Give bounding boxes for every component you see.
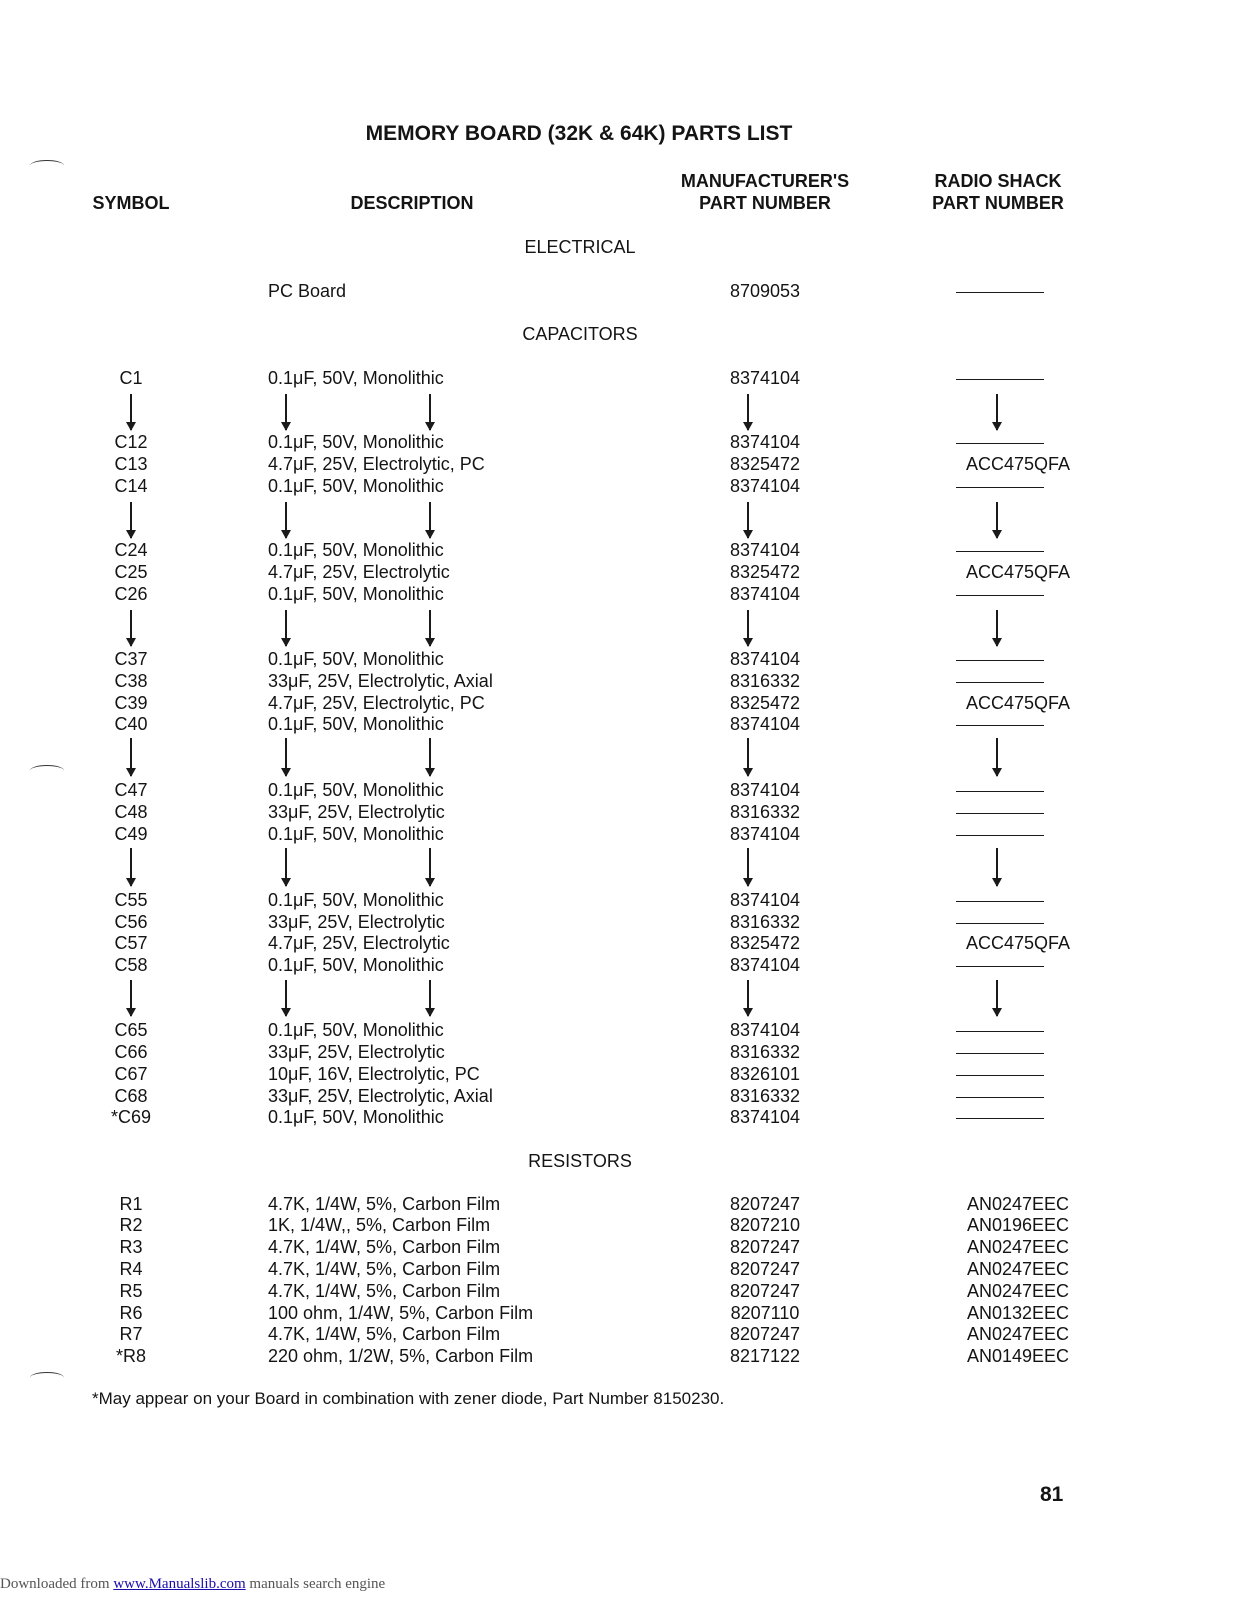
part-description: 0.1μF, 50V, Monolithic [268,955,444,975]
radio-shack-part-number: AN0247EEC [966,1259,1070,1279]
part-description: 100 ohm, 1/4W, 5%, Carbon Film [268,1303,534,1323]
part-description: 0.1μF, 50V, Monolithic [268,584,444,604]
no-part-dash [956,1031,1044,1032]
part-symbol: C1 [119,368,143,388]
part-symbol: C48 [114,802,148,822]
no-part-dash [956,1053,1044,1054]
mfr-part-number: 8316332 [729,802,801,822]
part-symbol: C38 [114,671,148,691]
mfr-part-number: 8709053 [729,281,801,301]
continuation-arrow [285,502,287,538]
continuation-arrow [130,610,132,646]
header-rs-line1: RADIO SHACK [934,171,1062,191]
part-symbol: C65 [114,1020,148,1040]
part-symbol: R4 [119,1259,143,1279]
part-description: 0.1μF, 50V, Monolithic [268,824,444,844]
mfr-part-number: 8207247 [729,1194,801,1214]
radio-shack-part-number: AN0247EEC [966,1237,1070,1257]
no-part-dash [956,660,1044,661]
part-description: 4.7K, 1/4W, 5%, Carbon Film [268,1259,501,1279]
part-symbol: C39 [114,693,148,713]
part-symbol: C12 [114,432,148,452]
header-description: DESCRIPTION [350,193,474,213]
continuation-arrow [747,848,749,886]
part-symbol: C55 [114,890,148,910]
continuation-arrow [285,610,287,646]
part-symbol: C47 [114,780,148,800]
continuation-arrow [747,980,749,1016]
continuation-arrow [285,980,287,1016]
part-description: 0.1μF, 50V, Monolithic [268,780,444,800]
part-description: 0.1μF, 50V, Monolithic [268,649,444,669]
header-mfr-line2: PART NUMBER [699,193,831,213]
no-part-dash [956,551,1044,552]
part-description: 4.7K, 1/4W, 5%, Carbon Film [268,1324,501,1344]
mfr-part-number: 8374104 [729,824,801,844]
part-symbol: C13 [114,454,148,474]
no-part-dash [956,1097,1044,1098]
section-electrical: ELECTRICAL [524,237,636,257]
continuation-arrow [996,610,998,646]
part-symbol: R7 [119,1324,143,1344]
page-title: MEMORY BOARD (32K & 64K) PARTS LIST [365,122,793,145]
part-description: 1K, 1/4W,, 5%, Carbon Film [268,1215,491,1235]
no-part-dash [956,791,1044,792]
part-description: 4.7μF, 25V, Electrolytic, PC [268,454,485,474]
no-part-dash [956,379,1044,380]
radio-shack-part-number: AN0247EEC [966,1281,1070,1301]
continuation-arrow [429,848,431,886]
mfr-part-number: 8207247 [729,1237,801,1257]
continuation-arrow [429,610,431,646]
part-symbol: C14 [114,476,148,496]
no-part-dash [956,901,1044,902]
no-part-dash [956,725,1044,726]
part-description: 33μF, 25V, Electrolytic [268,802,445,822]
no-part-dash [956,966,1044,967]
header-mfr-line1: MANUFACTURER'S [680,171,850,191]
part-description: 33μF, 25V, Electrolytic [268,1042,445,1062]
no-part-dash [956,292,1044,293]
radio-shack-part-number: AN0132EEC [966,1303,1070,1323]
part-symbol: C58 [114,955,148,975]
mfr-part-number: 8316332 [729,1042,801,1062]
mfr-part-number: 8217122 [729,1346,801,1366]
continuation-arrow [130,502,132,538]
part-description: 10μF, 16V, Electrolytic, PC [268,1064,480,1084]
mfr-part-number: 8374104 [729,1107,801,1127]
continuation-arrow [130,394,132,430]
no-part-dash [956,813,1044,814]
mfr-part-number: 8374104 [729,890,801,910]
mfr-part-number: 8374104 [729,780,801,800]
continuation-arrow [996,980,998,1016]
mfr-part-number: 8374104 [729,368,801,388]
part-symbol: R1 [119,1194,143,1214]
continuation-arrow [747,610,749,646]
part-symbol: C25 [114,562,148,582]
download-footer [0,1576,385,1593]
radio-shack-part-number: AN0247EEC [966,1324,1070,1344]
part-symbol: C26 [114,584,148,604]
part-description: 0.1μF, 50V, Monolithic [268,432,444,452]
continuation-arrow [285,738,287,776]
continuation-arrow [429,502,431,538]
radio-shack-part-number: AN0247EEC [966,1194,1070,1214]
part-description: 4.7K, 1/4W, 5%, Carbon Film [268,1194,501,1214]
mfr-part-number: 8374104 [729,1020,801,1040]
continuation-arrow [429,394,431,430]
download-suffix: manuals search engine [245,1576,386,1592]
radio-shack-part-number: ACC475QFA [965,562,1071,582]
continuation-arrow [429,980,431,1016]
download-prefix: Downloaded from [0,1576,114,1592]
mfr-part-number: 8374104 [729,476,801,496]
mfr-part-number: 8374104 [729,714,801,734]
mfr-part-number: 8374104 [729,649,801,669]
no-part-dash [956,443,1044,444]
mfr-part-number: 8207210 [729,1215,801,1235]
no-part-dash [956,682,1044,683]
part-description: 0.1μF, 50V, Monolithic [268,890,444,910]
no-part-dash [956,1118,1044,1119]
no-part-dash [956,487,1044,488]
no-part-dash [956,1075,1044,1076]
continuation-arrow [429,738,431,776]
part-symbol: *R8 [115,1346,147,1366]
margin-mark [30,765,64,776]
part-description: 0.1μF, 50V, Monolithic [268,540,444,560]
mfr-part-number: 8207110 [730,1303,800,1323]
part-description: 33μF, 25V, Electrolytic [268,912,445,932]
part-description: 220 ohm, 1/2W, 5%, Carbon Film [268,1346,534,1366]
part-description: 4.7μF, 25V, Electrolytic [268,933,450,953]
mfr-part-number: 8374104 [729,955,801,975]
mfr-part-number: 8326101 [729,1064,801,1084]
continuation-arrow [747,738,749,776]
page-number: 81 [1040,1483,1064,1506]
part-description: 33μF, 25V, Electrolytic, Axial [268,1086,493,1106]
mfr-part-number: 8207247 [729,1259,801,1279]
radio-shack-part-number: ACC475QFA [965,693,1071,713]
section-capacitors: CAPACITORS [522,324,638,344]
part-description: 33μF, 25V, Electrolytic, Axial [268,671,493,691]
part-description: 0.1μF, 50V, Monolithic [268,368,444,388]
radio-shack-part-number: AN0149EEC [966,1346,1070,1366]
mfr-part-number: 8325472 [729,454,801,474]
part-symbol: R2 [119,1215,143,1235]
margin-mark [30,160,64,171]
part-symbol: C49 [114,824,148,844]
header-rs-line2: PART NUMBER [932,193,1064,213]
radio-shack-part-number: AN0196EEC [966,1215,1070,1235]
continuation-arrow [747,394,749,430]
header-symbol: SYMBOL [92,193,170,213]
part-description: 0.1μF, 50V, Monolithic [268,1107,444,1127]
mfr-part-number: 8316332 [729,1086,801,1106]
part-symbol: C56 [114,912,148,932]
part-description: 0.1μF, 50V, Monolithic [268,476,444,496]
mfr-part-number: 8316332 [729,912,801,932]
part-symbol: C57 [114,933,148,953]
mfr-part-number: 8374104 [729,584,801,604]
continuation-arrow [130,738,132,776]
part-symbol: C24 [114,540,148,560]
mfr-part-number: 8325472 [729,933,801,953]
mfr-part-number: 8325472 [729,562,801,582]
continuation-arrow [996,738,998,776]
part-description: 4.7K, 1/4W, 5%, Carbon Film [268,1237,501,1257]
continuation-arrow [747,502,749,538]
continuation-arrow [996,394,998,430]
footnote: *May appear on your Board in combination with zener diode, Part Number 8150230. [92,1389,725,1408]
part-description: 0.1μF, 50V, Monolithic [268,1020,444,1040]
part-description: 4.7μF, 25V, Electrolytic [268,562,450,582]
continuation-arrow [996,502,998,538]
no-part-dash [956,835,1044,836]
continuation-arrow [130,848,132,886]
continuation-arrow [130,980,132,1016]
manualslib-link[interactable]: www.Manualslib.com [113,1576,246,1592]
part-description: 0.1μF, 50V, Monolithic [268,714,444,734]
part-symbol: R5 [119,1281,143,1301]
part-description: 4.7μF, 25V, Electrolytic, PC [268,693,485,713]
mfr-part-number: 8207247 [729,1324,801,1344]
margin-mark [30,1372,64,1383]
part-symbol: R6 [119,1303,143,1323]
mfr-part-number: 8325472 [729,693,801,713]
part-symbol: *C69 [110,1107,152,1127]
continuation-arrow [285,394,287,430]
part-symbol: R3 [119,1237,143,1257]
mfr-part-number: 8207247 [729,1281,801,1301]
part-description: 4.7K, 1/4W, 5%, Carbon Film [268,1281,501,1301]
mfr-part-number: 8374104 [729,540,801,560]
part-symbol: C67 [114,1064,148,1084]
continuation-arrow [285,848,287,886]
section-resistors: RESISTORS [528,1151,632,1171]
continuation-arrow [996,848,998,886]
part-symbol: C40 [114,714,148,734]
no-part-dash [956,595,1044,596]
part-symbol: C66 [114,1042,148,1062]
radio-shack-part-number: ACC475QFA [965,454,1071,474]
radio-shack-part-number: ACC475QFA [965,933,1071,953]
mfr-part-number: 8374104 [729,432,801,452]
part-description: PC Board [268,281,347,301]
no-part-dash [956,923,1044,924]
mfr-part-number: 8316332 [729,671,801,691]
part-symbol: C37 [114,649,148,669]
part-symbol: C68 [114,1086,148,1106]
